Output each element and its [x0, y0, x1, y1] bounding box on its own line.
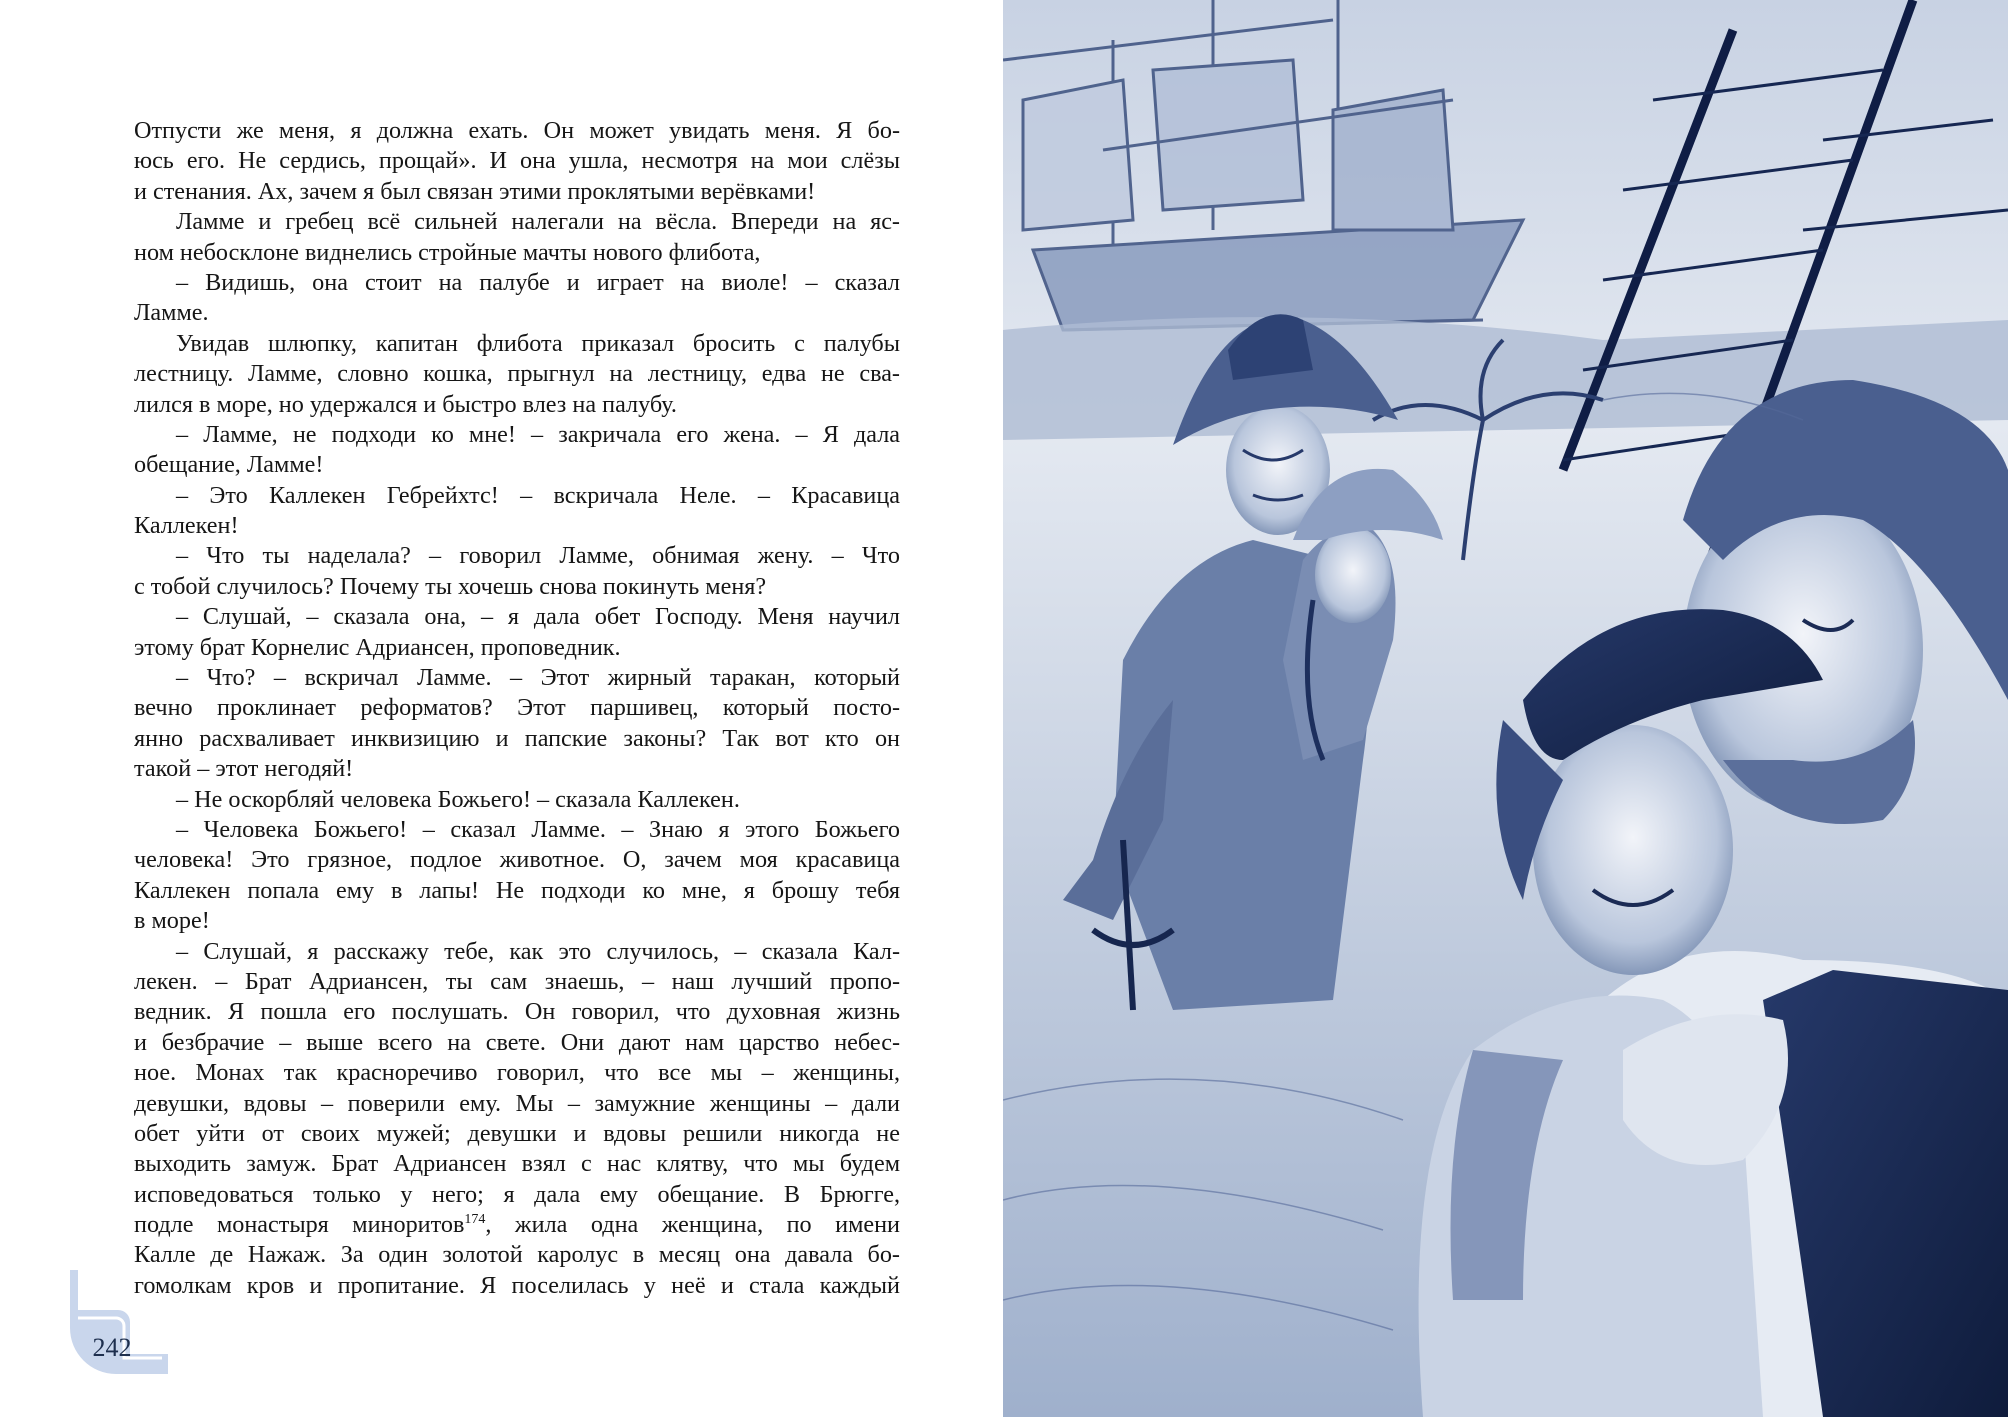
text-line: – Видишь, она стоит на палубе и играет на виоле! – сказал	[176, 268, 900, 296]
text-line: лекен. – Брат Адриансен, ты сам знаешь, – наш лучший пропо-	[134, 967, 900, 995]
text-line: Ламме.	[134, 299, 209, 327]
text-line: гомолкам кров и пропитание. Я поселилась у неё и стала каждый	[134, 1271, 900, 1299]
text-line: ведник. Я пошла его послушать. Он говорил, что духовная жизнь	[134, 998, 900, 1026]
text-line: выходить замуж. Брат Адриансен взял с нас клятву, что мы будем	[134, 1150, 900, 1178]
pirates-ship-illustration	[1003, 0, 2008, 1417]
text-line: Калле де Нажаж. За один золотой каролус в месяц она давала бо-	[134, 1241, 900, 1269]
text-line: – Что ты наделала? – говорил Ламме, обнимая жену. – Что	[176, 542, 900, 570]
text-line: – Слушай, я расскажу тебе, как это случилось, – сказала Кал-	[176, 937, 900, 965]
text-line: юсь его. Не сердись, прощай». И она ушла, несмотря на мои слёзы	[134, 147, 900, 175]
text-line: ное. Монах так красноречиво говорил, что все мы – женщины,	[134, 1059, 900, 1087]
text-line: Каллекен!	[134, 512, 239, 540]
illustration-page	[1003, 0, 2008, 1417]
page-number: 242	[92, 1333, 132, 1362]
text-line: и стенания. Ах, зачем я был связан этими проклятыми верёвками!	[134, 177, 816, 205]
text-line: – Слушай, – сказала она, – я дала обет Господу. Меня научил	[176, 603, 900, 631]
text-line: этому брат Корнелис Адриансен, проповедник.	[134, 633, 621, 661]
text-line: – Ламме, не подходи ко мне! – закричала его жена. – Я дала	[176, 420, 900, 448]
text-line: обещание, Ламме!	[134, 451, 324, 479]
left-page	[0, 0, 1003, 1417]
text-line: Каллекен попала ему в лапы! Не подходи ко мне, я брошу тебя	[134, 876, 900, 904]
footnote-marker: 174	[464, 1212, 486, 1228]
body-text	[134, 116, 900, 1301]
text-line: лился в море, но удержался и быстро влез на палубу.	[134, 390, 677, 418]
text-line: вечно проклинает реформатов? Этот паршивец, который посто-	[134, 694, 900, 722]
text-line: Увидав шлюпку, капитан флибота приказал бросить с палубы	[176, 329, 900, 357]
text-line: обет уйти от своих мужей; девушки и вдовы решили никогда не	[134, 1119, 900, 1147]
text-line: подле монастыря миноритов$^{174}$, жила одна женщина, по имени	[134, 1211, 900, 1239]
page-number-badge	[70, 1270, 170, 1374]
text-line: и безбрачие – выше всего на свете. Они дают нам царство небес-	[134, 1028, 900, 1056]
text-line: янно расхваливает инквизицию и папские законы? Так вот кто он	[134, 724, 900, 752]
text-line: девушки, вдовы – поверили ему. Мы – замужние женщины – дали	[134, 1089, 900, 1117]
text-line: ном небосклоне виднелись стройные мачты нового флибота,	[134, 238, 761, 266]
text-line: – Что? – вскричал Ламме. – Этот жирный таракан, который	[176, 664, 900, 692]
text-line: Ламме и гребец всё сильней налегали на вёсла. Впереди на яс-	[176, 208, 900, 236]
text-line: с тобой случилось? Почему ты хочешь снова покинуть меня?	[134, 572, 767, 600]
text-line: такой – этот негодяй!	[134, 755, 354, 783]
text-line: Отпусти же меня, я должна ехать. Он может увидать меня. Я бо-	[134, 117, 900, 144]
text-line: в море!	[134, 907, 210, 935]
text-line: человека! Это грязное, подлое животное. О, зачем моя красавица	[134, 846, 900, 874]
text-line: – Не оскорбляй человека Божьего! – сказала Каллекен.	[176, 785, 740, 813]
text-line: исповедоваться только у него; я дала ему обещание. В Брюгге,	[134, 1180, 900, 1208]
text-line: – Человека Божьего! – сказал Ламме. – Знаю я этого Божьего	[176, 815, 900, 843]
text-line: – Это Каллекен Гебрейхтс! – вскричала Неле. – Красавица	[176, 481, 900, 509]
text-line: лестницу. Ламме, словно кошка, прыгнул на лестницу, едва не сва-	[134, 360, 900, 388]
